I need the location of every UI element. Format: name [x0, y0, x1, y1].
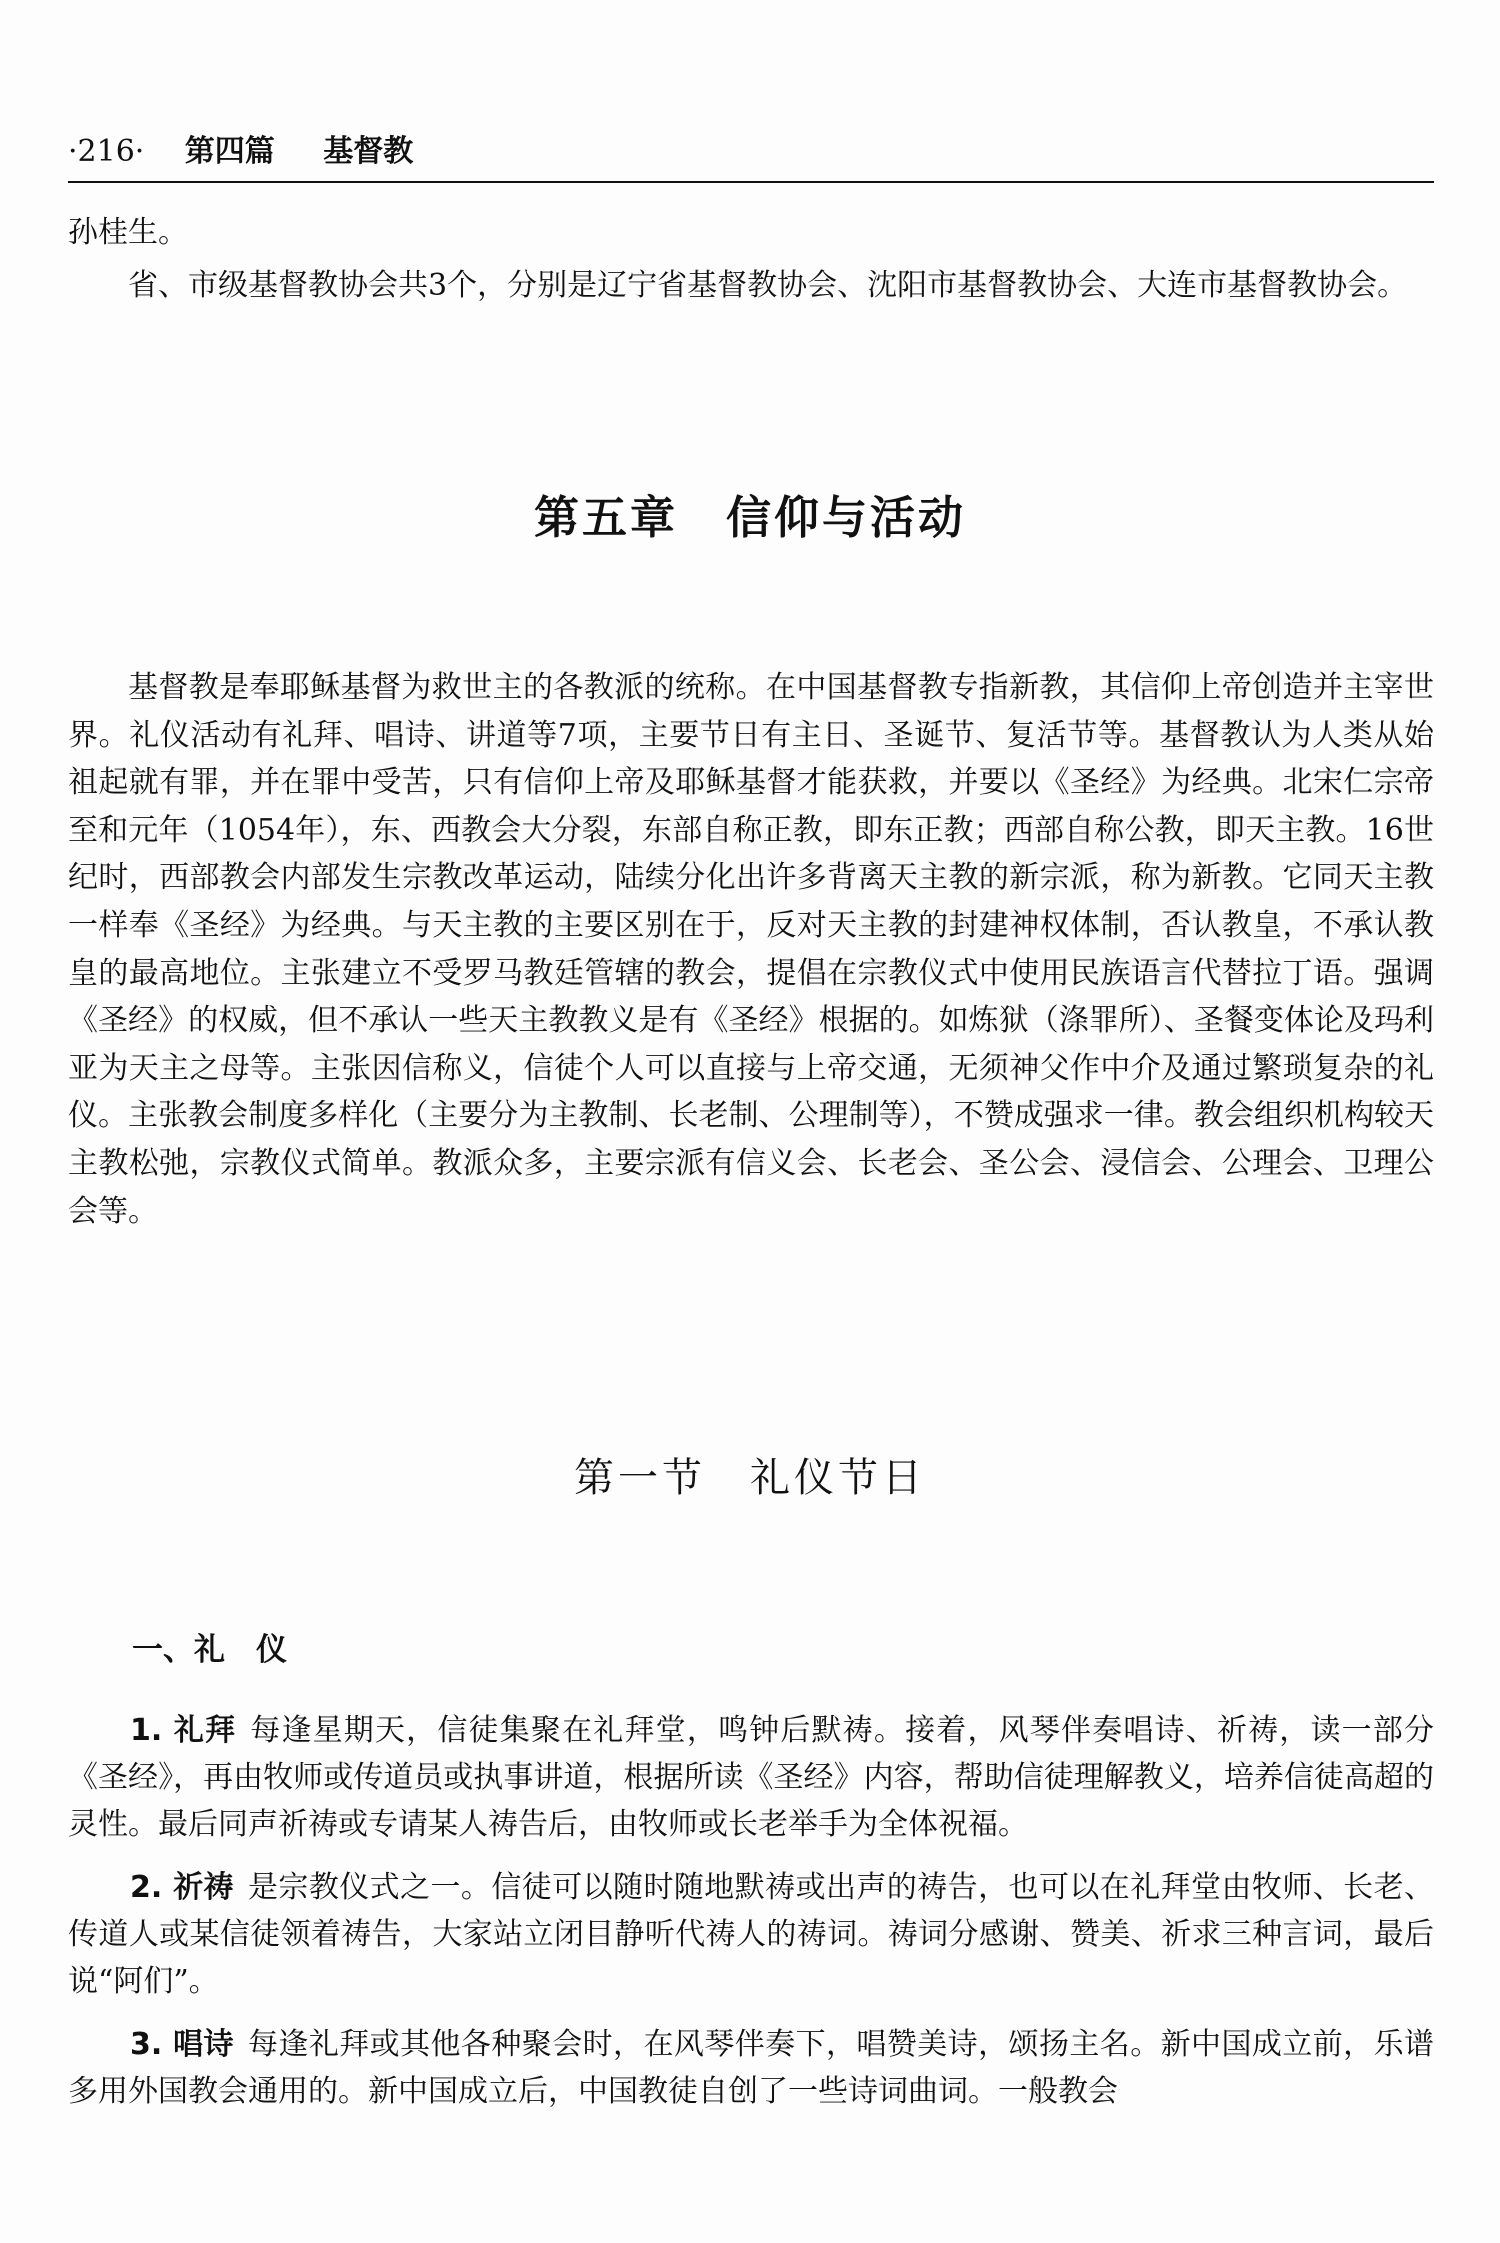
- associations-paragraph: 省、市级基督教协会共3个，分别是辽宁省基督教协会、沈阳市基督教协会、大连市基督教协会。: [128, 268, 1408, 303]
- item-text: 每逢星期天，信徒集聚在礼拜堂，鸣钟后默祷。接着，风琴伴奏唱诗、祈祷，读一部分《圣经》，再由牧师或传道员或执事讲道，根据所读《圣经》内容，帮助信徒理解教义，培养信徒高超的灵性。最后同声祈祷或专请某人祷告后，由牧师或长老举手为全体祝福。: [68, 1713, 1434, 1842]
- item-text: 每逢礼拜或其他各种聚会时，在风琴伴奏下，唱赞美诗，颂扬主名。新中国成立前，乐谱多用外国教会通用的。新中国成立后，中国教徒自创了一些诗词曲词。一般教会: [68, 2027, 1434, 2109]
- part-title: 基督教: [323, 134, 414, 169]
- item-term: 1. 礼拜: [130, 1713, 237, 1748]
- item-text: 是宗教仪式之一。信徒可以随时随地默祷或出声的祷告，也可以在礼拜堂由牧师、长老、传道人或某信徒领着祷告，大家站立闭目静听代祷人的祷词。祷词分感谢、赞美、祈求三种言词，最后说“阿们”。: [68, 1870, 1434, 1999]
- part-label: 第四篇: [184, 134, 275, 169]
- list-item: [68, 1707, 1434, 1848]
- item-term: 2. 祈祷: [130, 1870, 234, 1905]
- continuation-paragraph: 孙桂生。: [68, 215, 188, 250]
- header-rule: [68, 181, 1434, 183]
- item-term: 3. 唱诗: [130, 2027, 234, 2062]
- list-item: [68, 1864, 1434, 2005]
- page-number: ·216·: [68, 134, 145, 169]
- chapter-title: 第五章 信仰与活动: [533, 491, 966, 544]
- subheading: 一、礼 仪: [132, 1632, 287, 1668]
- section-title: 第一节 礼仪节日: [574, 1455, 926, 1501]
- list-item: [68, 2021, 1434, 2115]
- chapter-intro-paragraph: 基督教是奉耶稣基督为救世主的各教派的统称。在中国基督教专指新教，其信仰上帝创造并主宰世界。礼仪活动有礼拜、唱诗、讲道等7项，主要节日有主日、圣诞节、复活节等。基督教认为人类从始祖起就有罪，并在罪中受苦，只有信仰上帝及耶稣基督才能获救，并要以《圣经》为经典。北宋仁宗帝至和元年（1054年），东、西教会大分裂，东部自称正教，即东正教；西部自称公教，即天主教。16世纪时，西部教会内部发生宗教改革运动，陆续分化出许多背离天主教的新宗派，称为新教。它同天主教一样奉《圣经》为经典。与天主教的主要区别在于，反对天主教的封建神权体制，否认教皇，不承认教皇的最高地位。主张建立不受罗马教廷管辖的教会，提倡在宗教仪式中使用民族语言代替拉丁语。强调《圣经》的权威，但不承认一些天主教教义是有《圣经》根据的。如炼狱（涤罪所）、圣餐变体论及玛利亚为天主之母等。主张因信称义，信徒个人可以直接与上帝交通，无须神父作中介及通过繁琐复杂的礼仪。主张教会制度多样化（主要分为主教制、长老制、公理制等），不赞成强求一律。教会组织机构较天主教松弛，宗教仪式简单。教派众多，主要宗派有信义会、长老会、圣公会、浸信会、公理会、卫理公会等。: [68, 670, 1434, 1229]
- running-header: [68, 128, 1434, 176]
